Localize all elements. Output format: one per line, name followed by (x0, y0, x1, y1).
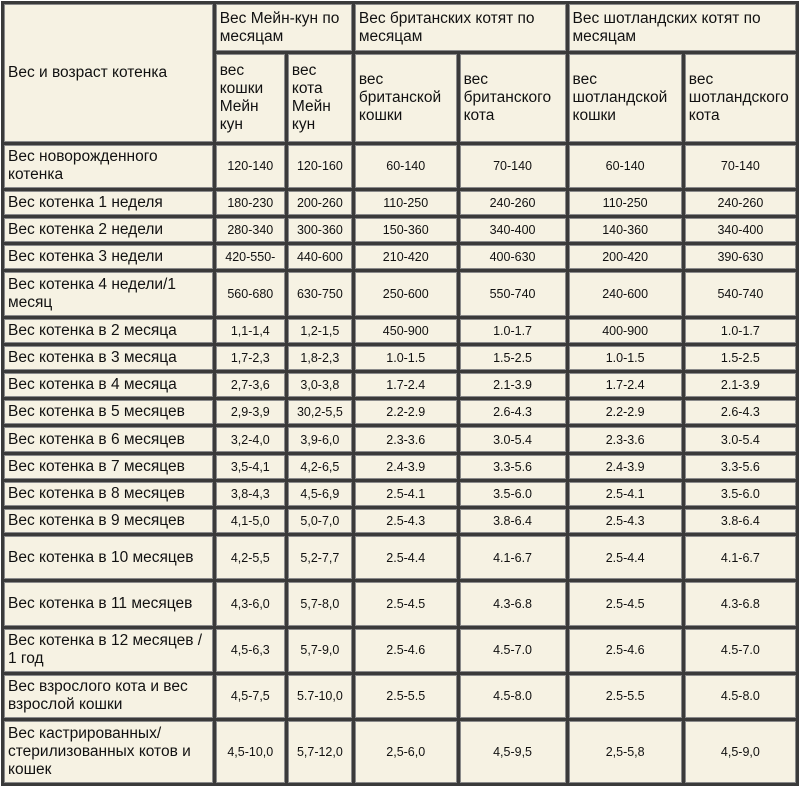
table-row (4, 400, 796, 424)
weight-cell: 2.1-3.9 (460, 373, 566, 397)
weight-cell: 70-140 (460, 145, 566, 188)
weight-cell: 2.5-5.5 (355, 675, 457, 718)
row-label: Вес котенка в 11 месяцев (4, 582, 213, 625)
weight-cell: 2.4-3.9 (569, 455, 682, 479)
weight-cell: 2.3-3.6 (569, 427, 682, 451)
weight-cell: 420-550- (216, 245, 285, 269)
weight-cell: 1.0-1.5 (569, 346, 682, 370)
weight-cell: 4,2-6,5 (288, 455, 352, 479)
table-row (4, 582, 796, 625)
weight-cell: 5,7-9,0 (288, 629, 352, 672)
weight-cell: 390-630 (685, 245, 796, 269)
weight-cell: 1.5-2.5 (685, 346, 796, 370)
table-row (4, 629, 796, 672)
weight-cell: 2.1-3.9 (685, 373, 796, 397)
weight-cell: 2.5-4.1 (355, 482, 457, 506)
weight-cell: 70-140 (685, 145, 796, 188)
weight-cell: 240-260 (685, 191, 796, 215)
weight-cell: 110-250 (355, 191, 457, 215)
weight-cell: 400-900 (569, 319, 682, 343)
weight-cell: 3,8-4,3 (216, 482, 285, 506)
weight-cell: 540-740 (685, 272, 796, 315)
table-row (4, 675, 796, 718)
column-header: вес кота Мейн кун (288, 54, 352, 141)
weight-cell: 1.7-2.4 (355, 373, 457, 397)
weight-cell: 4,5-6,9 (288, 482, 352, 506)
weight-cell: 1.5-2.5 (460, 346, 566, 370)
weight-cell: 1.7-2.4 (569, 373, 682, 397)
weight-cell: 120-140 (216, 145, 285, 188)
column-header: вес шотландской кошки (569, 54, 682, 141)
table-row (4, 218, 796, 242)
weight-cell: 2.5-4.3 (569, 509, 682, 533)
weight-cell: 450-900 (355, 319, 457, 343)
row-label: Вес котенка в 12 месяцев / 1 год (4, 629, 213, 672)
weight-cell: 240-600 (569, 272, 682, 315)
row-label: Вес котенка 2 недели (4, 218, 213, 242)
column-header: вес британского кота (460, 54, 566, 141)
weight-cell: 120-160 (288, 145, 352, 188)
weight-cell: 400-630 (460, 245, 566, 269)
row-label: Вес взрослого кота и вес взрослой кошки (4, 675, 213, 718)
weight-cell: 4.5-7.0 (460, 629, 566, 672)
weight-cell: 1,8-2,3 (288, 346, 352, 370)
weight-cell: 2.5-5.5 (569, 675, 682, 718)
group-header-scottish: Вес шотландских котят по месяцам (569, 4, 796, 51)
weight-cell: 4,3-6,0 (216, 582, 285, 625)
row-label: Вес котенка в 9 месяцев (4, 509, 213, 533)
row-label: Вес котенка 3 недели (4, 245, 213, 269)
table-row (4, 536, 796, 579)
weight-cell: 3.3-5.6 (460, 455, 566, 479)
weight-cell: 280-340 (216, 218, 285, 242)
weight-cell: 3,2-4,0 (216, 427, 285, 451)
weight-cell: 4.5-7.0 (685, 629, 796, 672)
weight-cell: 2.5-4.4 (569, 536, 682, 579)
group-header-maine-coon: Вес Мейн-кун по месяцам (216, 4, 352, 51)
weight-cell: 3.8-6.4 (685, 509, 796, 533)
row-label: Вес котенка 1 неделя (4, 191, 213, 215)
table-row (4, 272, 796, 315)
weight-cell: 3.0-5.4 (685, 427, 796, 451)
weight-cell: 3,0-3,8 (288, 373, 352, 397)
weight-cell: 1,2-1,5 (288, 319, 352, 343)
weight-cell: 3.3-5.6 (685, 455, 796, 479)
weight-cell: 560-680 (216, 272, 285, 315)
weight-cell: 3.8-6.4 (460, 509, 566, 533)
weight-cell: 4.5-8.0 (460, 675, 566, 718)
weight-cell: 4,5-10,0 (216, 721, 285, 783)
weight-cell: 200-420 (569, 245, 682, 269)
weight-cell: 1,1-1,4 (216, 319, 285, 343)
table-row (4, 319, 796, 343)
column-header: вес кошки Мейн кун (216, 54, 285, 141)
row-label: Вес котенка в 4 месяца (4, 373, 213, 397)
table-row (4, 191, 796, 215)
weight-cell: 2.5-4.6 (355, 629, 457, 672)
table-row (4, 245, 796, 269)
table-row (4, 455, 796, 479)
weight-cell: 5,0-7,0 (288, 509, 352, 533)
weight-cell: 3.5-6.0 (685, 482, 796, 506)
weight-cell: 210-420 (355, 245, 457, 269)
weight-cell: 2.5-4.5 (355, 582, 457, 625)
table-row (4, 721, 796, 783)
weight-cell: 550-740 (460, 272, 566, 315)
table-row (4, 509, 796, 533)
weight-cell: 5.7-10,0 (288, 675, 352, 718)
weight-cell: 60-140 (355, 145, 457, 188)
weight-cell: 4.5-8.0 (685, 675, 796, 718)
weight-cell: 2.6-4.3 (460, 400, 566, 424)
weight-cell: 140-360 (569, 218, 682, 242)
weight-cell: 5,2-7,7 (288, 536, 352, 579)
weight-cell: 3,9-6,0 (288, 427, 352, 451)
weight-cell: 3.0-5.4 (460, 427, 566, 451)
row-label: Вес котенка в 7 месяцев (4, 455, 213, 479)
weight-cell: 2.6-4.3 (685, 400, 796, 424)
weight-cell: 5,7-12,0 (288, 721, 352, 783)
weight-cell: 4,5-7,5 (216, 675, 285, 718)
weight-cell: 2.2-2.9 (355, 400, 457, 424)
weight-cell: 440-600 (288, 245, 352, 269)
corner-header: Вес и возраст котенка (4, 4, 213, 142)
weight-cell: 2.5-4.3 (355, 509, 457, 533)
header-row-groups (4, 4, 796, 51)
weight-cell: 2.5-4.6 (569, 629, 682, 672)
row-label: Вес котенка в 2 месяца (4, 319, 213, 343)
group-header-british: Вес британских котят по месяцам (355, 4, 566, 51)
weight-cell: 110-250 (569, 191, 682, 215)
weight-cell: 150-360 (355, 218, 457, 242)
weight-cell: 4,5-9,5 (460, 721, 566, 783)
row-label: Вес котенка в 5 месяцев (4, 400, 213, 424)
column-header: вес британской кошки (355, 54, 457, 141)
weight-cell: 2.4-3.9 (355, 455, 457, 479)
kitten-weight-table (1, 1, 799, 786)
weight-cell: 2.2-2.9 (569, 400, 682, 424)
table-row (4, 482, 796, 506)
weight-cell: 2,7-3,6 (216, 373, 285, 397)
weight-cell: 1,7-2,3 (216, 346, 285, 370)
weight-cell: 4,1-5,0 (216, 509, 285, 533)
weight-cell: 3.5-6.0 (460, 482, 566, 506)
weight-cell: 2.5-4.5 (569, 582, 682, 625)
weight-cell: 2.3-3.6 (355, 427, 457, 451)
table-row (4, 346, 796, 370)
weight-cell: 4,2-5,5 (216, 536, 285, 579)
weight-cell: 4,5-6,3 (216, 629, 285, 672)
weight-cell: 4,5-9,0 (685, 721, 796, 783)
row-label: Вес котенка 4 недели/1 месяц (4, 272, 213, 315)
weight-cell: 200-260 (288, 191, 352, 215)
table-row (4, 427, 796, 451)
column-header: вес шотландского кота (685, 54, 796, 141)
row-label: Вес котенка в 6 месяцев (4, 427, 213, 451)
row-label: Вес котенка в 3 месяца (4, 346, 213, 370)
weight-cell: 3,5-4,1 (216, 455, 285, 479)
weight-cell: 2.5-4.1 (569, 482, 682, 506)
weight-cell: 4.1-6.7 (685, 536, 796, 579)
weight-cell: 2,9-3,9 (216, 400, 285, 424)
weight-cell: 340-400 (460, 218, 566, 242)
weight-cell: 300-360 (288, 218, 352, 242)
weight-cell: 1.0-1.7 (460, 319, 566, 343)
weight-cell: 240-260 (460, 191, 566, 215)
weight-cell: 2.5-4.4 (355, 536, 457, 579)
weight-cell: 250-600 (355, 272, 457, 315)
weight-cell: 5,7-8,0 (288, 582, 352, 625)
weight-cell: 4.1-6.7 (460, 536, 566, 579)
weight-cell: 4.3-6.8 (685, 582, 796, 625)
weight-cell: 30,2-5,5 (288, 400, 352, 424)
weight-cell: 180-230 (216, 191, 285, 215)
weight-cell: 4.3-6.8 (460, 582, 566, 625)
weight-cell: 2,5-6,0 (355, 721, 457, 783)
row-label: Вес новорожденного котенка (4, 145, 213, 188)
weight-cell: 2,5-5,8 (569, 721, 682, 783)
row-label: Вес котенка в 10 месяцев (4, 536, 213, 579)
weight-cell: 340-400 (685, 218, 796, 242)
weight-cell: 630-750 (288, 272, 352, 315)
table-row (4, 145, 796, 188)
weight-cell: 1.0-1.7 (685, 319, 796, 343)
row-label: Вес котенка в 8 месяцев (4, 482, 213, 506)
row-label: Вес кастрированных/ стерилизованных котов и кошек (4, 721, 213, 783)
table-row (4, 373, 796, 397)
weight-cell: 60-140 (569, 145, 682, 188)
weight-cell: 1.0-1.5 (355, 346, 457, 370)
